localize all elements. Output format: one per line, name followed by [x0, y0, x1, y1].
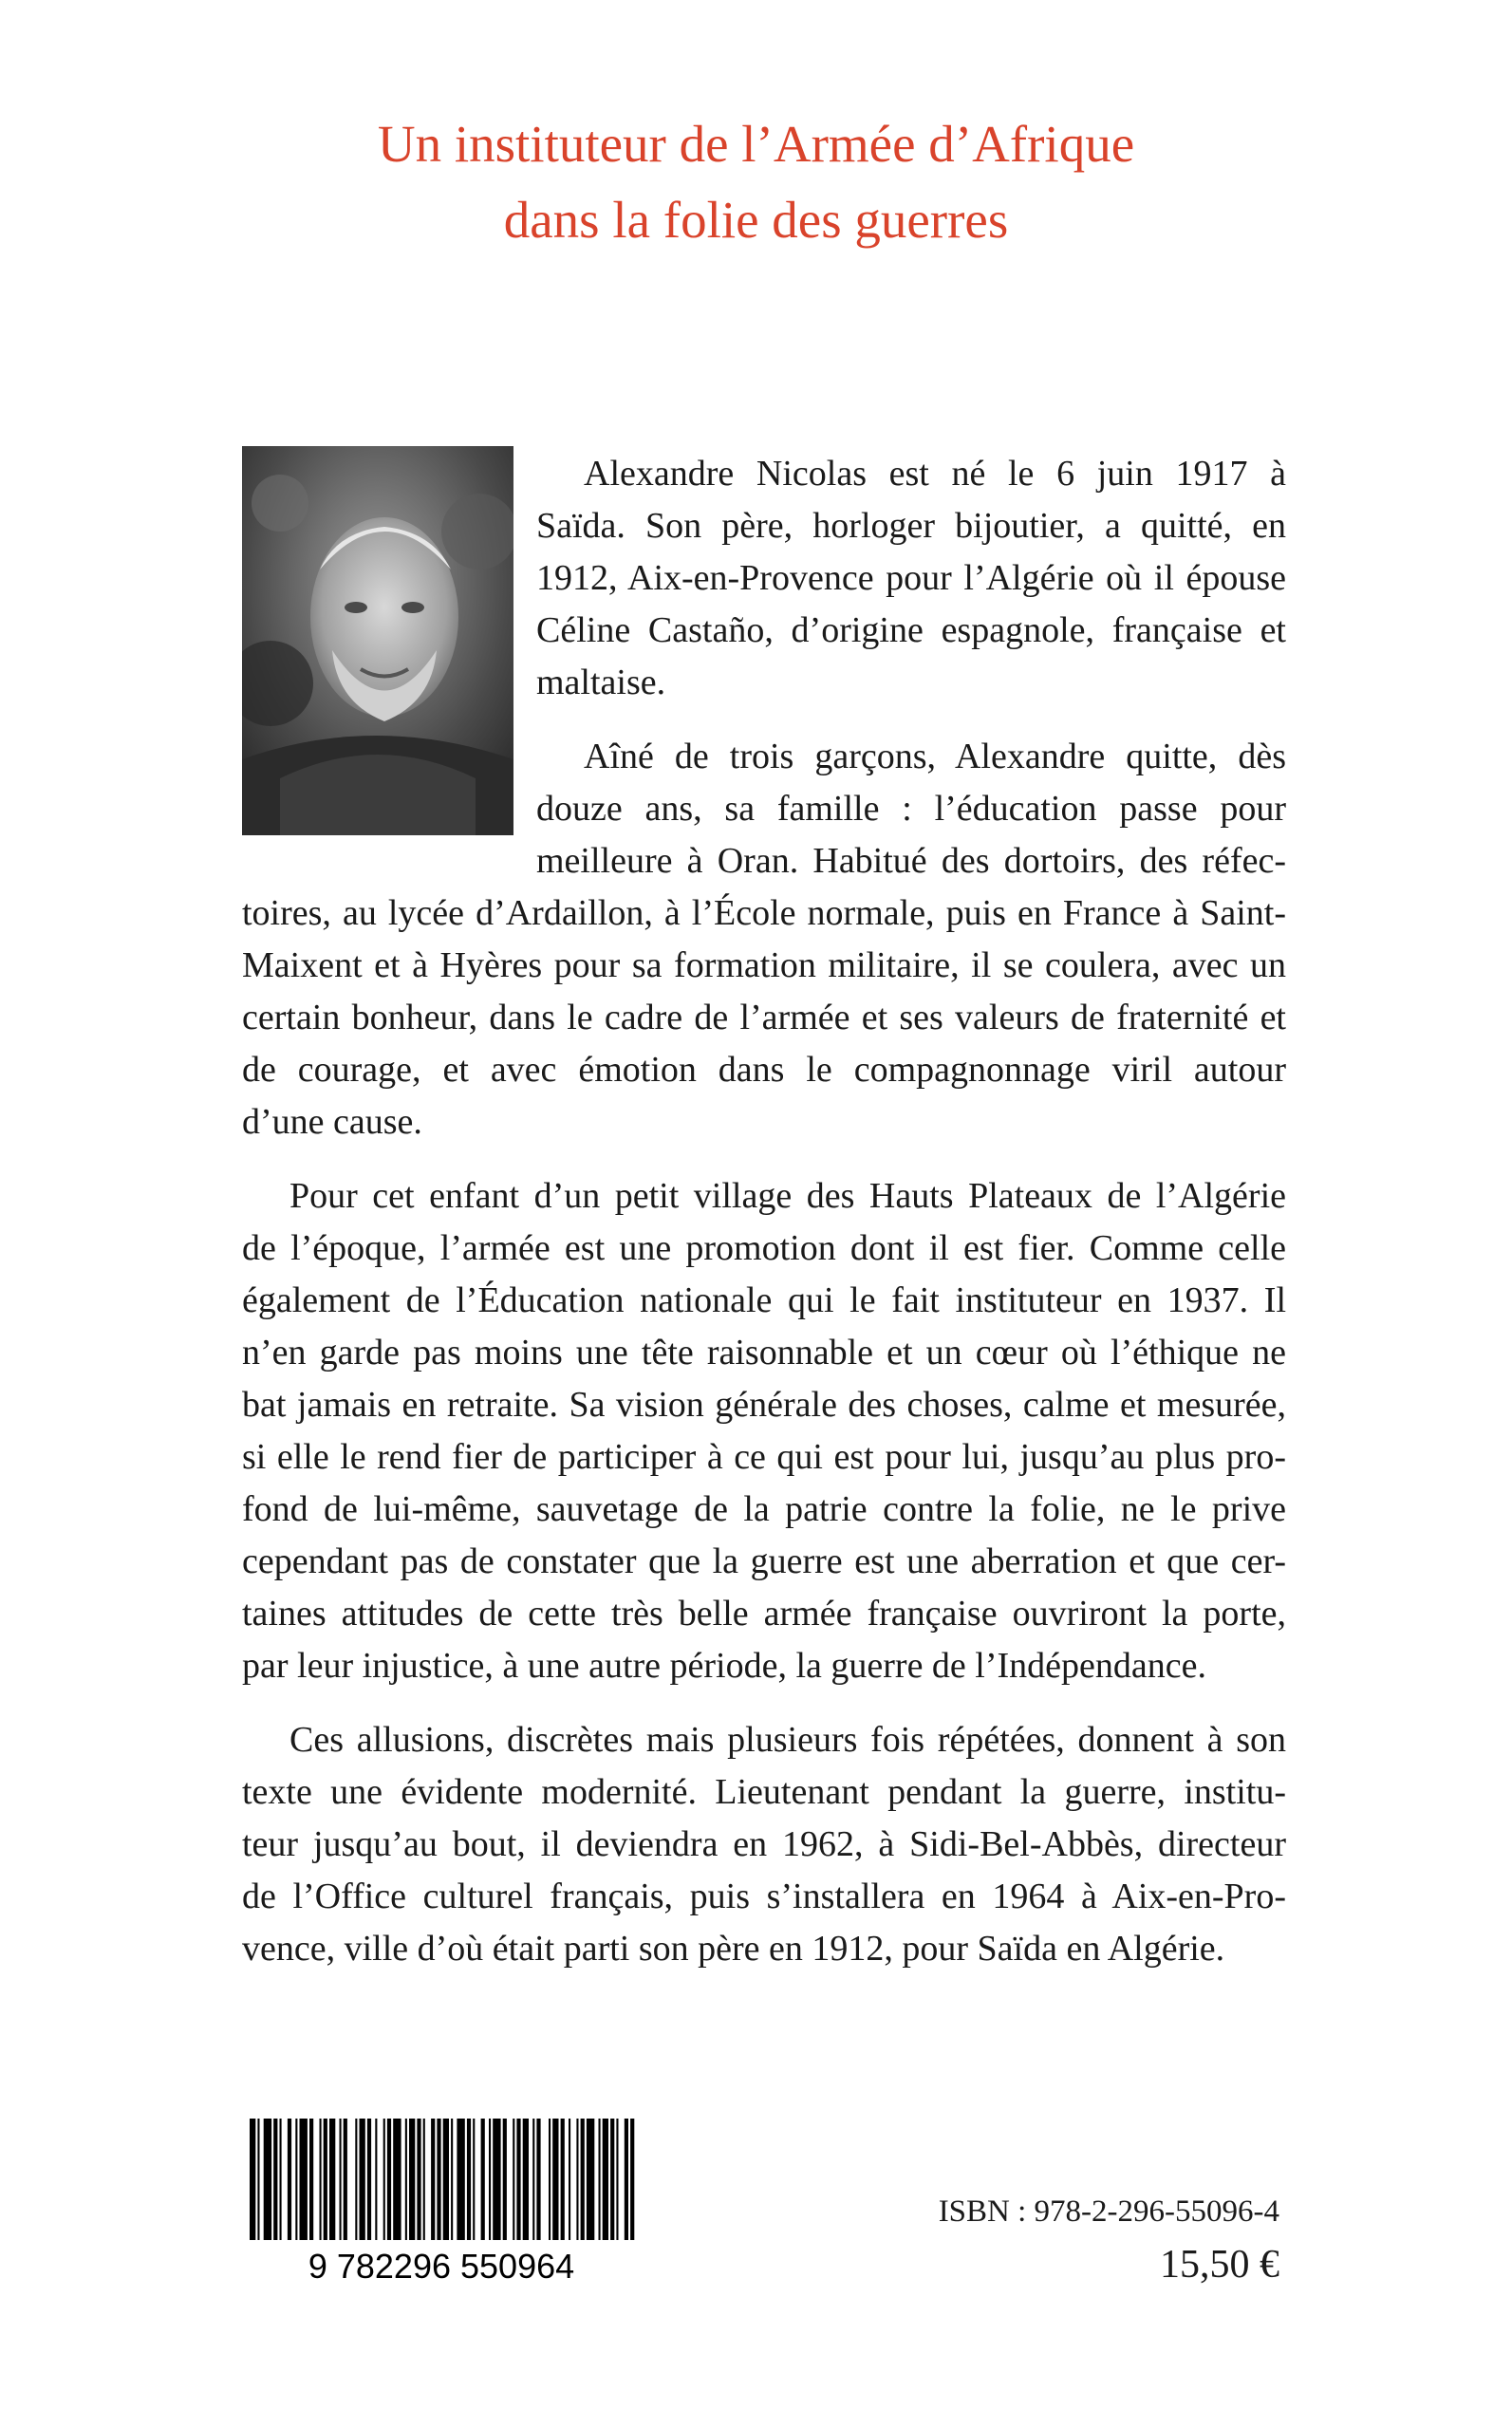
- paragraph-line: Céline Castaño, d’origine espagnole, française et: [536, 610, 1286, 650]
- paragraph-line: Aîné de trois garçons, Alexandre quitte, dès: [584, 737, 1286, 776]
- paragraph-line: toires, au lycée d’Ardaillon, à l’École normale, puis en France à Saint-: [242, 893, 1286, 933]
- barcode-bar: [387, 2119, 391, 2240]
- barcode-icon: [242, 2115, 641, 2286]
- barcode-bar: [443, 2119, 449, 2240]
- barcode-bar: [280, 2119, 282, 2240]
- barcode-bar: [467, 2119, 471, 2240]
- barcode-digits: 9 782296 550964: [308, 2247, 575, 2286]
- paragraph-line: bat jamais en retraite. Sa vision générale des choses, calme et mesurée,: [242, 1385, 1286, 1425]
- barcode-bar: [561, 2119, 565, 2240]
- barcode-bar: [324, 2119, 327, 2240]
- book-title: [0, 106, 1512, 258]
- barcode-bar: [431, 2119, 435, 2240]
- barcode-bar: [417, 2119, 420, 2240]
- paragraph-line: Pour cet enfant d’un petit village des Hauts Plateaux de l’Algérie: [289, 1176, 1286, 1216]
- paragraph-line: Alexandre Nicolas est né le 6 juin 1917 à: [584, 454, 1286, 494]
- barcode-bar: [409, 2119, 415, 2240]
- paragraph-line: d’une cause.: [242, 1102, 422, 1142]
- barcode-bar: [320, 2119, 322, 2240]
- barcode-bar: [473, 2119, 475, 2240]
- paragraph-line: Saïda. Son père, horloger bijoutier, a quitté, en: [536, 506, 1286, 546]
- barcode-bar: [250, 2119, 255, 2240]
- barcode-bar: [616, 2119, 618, 2240]
- price-label: 15,50 €: [1160, 2243, 1279, 2287]
- barcode-bar: [273, 2119, 277, 2240]
- barcode-bar: [457, 2119, 464, 2240]
- book-title-line-2: dans la folie des guerres: [503, 191, 1009, 249]
- paragraph-line: de l’époque, l’armée est une promotion dont il est fier. Comme celle: [242, 1228, 1286, 1268]
- back-cover-text: [242, 448, 1286, 1975]
- paragraph-line: de l’Office culturel français, puis s’installera en 1964 à Aix-en-Pro-: [242, 1877, 1286, 1916]
- paragraph-line: teur jusqu’au bout, il deviendra en 1962, à Sidi-Bel-Abbès, directeur: [242, 1824, 1286, 1864]
- barcode-bar: [360, 2119, 365, 2240]
- barcode-bar: [309, 2119, 313, 2240]
- barcode-bar: [451, 2119, 453, 2240]
- barcode-bar: [630, 2119, 634, 2240]
- barcode-bar: [552, 2119, 558, 2240]
- barcode-bar: [603, 2119, 608, 2240]
- paragraph-line: 1912, Aix-en-Provence pour l’Algérie où il épouse: [536, 558, 1286, 598]
- paragraph-line: taines attitudes de cette très belle armée française ouvriront la porte,: [242, 1594, 1286, 1634]
- barcode-bar: [264, 2119, 271, 2240]
- barcode-bar: [549, 2119, 551, 2240]
- paragraph-line: par leur injustice, à une autre période, la guerre de l’Indépendance.: [242, 1646, 1206, 1686]
- isbn-label: ISBN : 978-2-296-55096-4: [938, 2194, 1279, 2229]
- barcode-bar: [375, 2119, 377, 2240]
- barcode-bar: [288, 2119, 291, 2240]
- paragraph-line: de courage, et avec émotion dans le compagnonnage viril autour: [242, 1050, 1286, 1090]
- paragraph-line: certain bonheur, dans le cadre de l’armée et ses valeurs de fraternité et: [242, 998, 1286, 1037]
- barcode-bar: [581, 2119, 585, 2240]
- paragraph-line: meilleure à Oran. Habitué des dortoirs, des réfec-: [536, 841, 1286, 881]
- barcode-bar: [576, 2119, 578, 2240]
- barcode-bar: [625, 2119, 628, 2240]
- barcode-bar: [257, 2119, 259, 2240]
- barcode-bar: [367, 2119, 371, 2240]
- book-title-line-1: Un instituteur de l’Armée d’Afrique: [377, 115, 1135, 173]
- barcode-bar: [383, 2119, 385, 2240]
- barcode-bar: [300, 2119, 308, 2240]
- barcode-bar: [393, 2119, 401, 2240]
- barcode-bar: [423, 2119, 425, 2240]
- barcode-bar: [437, 2119, 440, 2240]
- barcode-bar: [536, 2119, 540, 2240]
- barcode-bar: [340, 2119, 342, 2240]
- paragraph-line: cependant pas de constater que la guerre est une aberration et que cer-: [242, 1541, 1286, 1581]
- barcode-bar: [295, 2119, 297, 2240]
- barcode-bar: [587, 2119, 594, 2240]
- barcode-bar: [493, 2119, 500, 2240]
- barcode-bar: [344, 2119, 347, 2240]
- barcode-bar: [503, 2119, 507, 2240]
- paragraph-line: n’en garde pas moins une tête raisonnable et un cœur où l’éthique ne: [242, 1333, 1286, 1373]
- barcode-bar: [513, 2119, 514, 2240]
- barcode-bar: [405, 2119, 407, 2240]
- paragraph-line: Maixent et à Hyères pour sa formation militaire, il se coulera, avec un: [242, 945, 1286, 985]
- barcode-bar: [532, 2119, 534, 2240]
- barcode-bar: [355, 2119, 357, 2240]
- barcode-bar: [516, 2119, 520, 2240]
- paragraph-line: texte une évidente modernité. Lieutenant pendant la guerre, institu-: [242, 1772, 1286, 1812]
- barcode-bar: [523, 2119, 529, 2240]
- paragraph-line: également de l’Éducation nationale qui le fait instituteur en 1937. Il: [242, 1280, 1286, 1320]
- paragraph-line: douze ans, sa famille : l’éducation passe pour: [536, 789, 1286, 829]
- barcode-bar: [481, 2119, 485, 2240]
- paragraph-line: Ces allusions, discrètes mais plusieurs fois répétées, donnent à son: [289, 1720, 1286, 1760]
- barcode-bar: [329, 2119, 335, 2240]
- paragraph-line: si elle le rend fier de participer à ce qui est pour lui, jusqu’au plus pro-: [242, 1437, 1286, 1477]
- barcode-bar: [610, 2119, 614, 2240]
- paragraph-line: maltaise.: [536, 663, 666, 702]
- barcode-bar: [489, 2119, 491, 2240]
- paragraph-line: fond de lui-même, sauvetage de la patrie contre la folie, ne le prive: [242, 1489, 1286, 1529]
- barcode-bar: [599, 2119, 601, 2240]
- barcode-bar: [569, 2119, 570, 2240]
- paragraph-line: vence, ville d’où était parti son père en 1912, pour Saïda en Algérie.: [242, 1929, 1225, 1969]
